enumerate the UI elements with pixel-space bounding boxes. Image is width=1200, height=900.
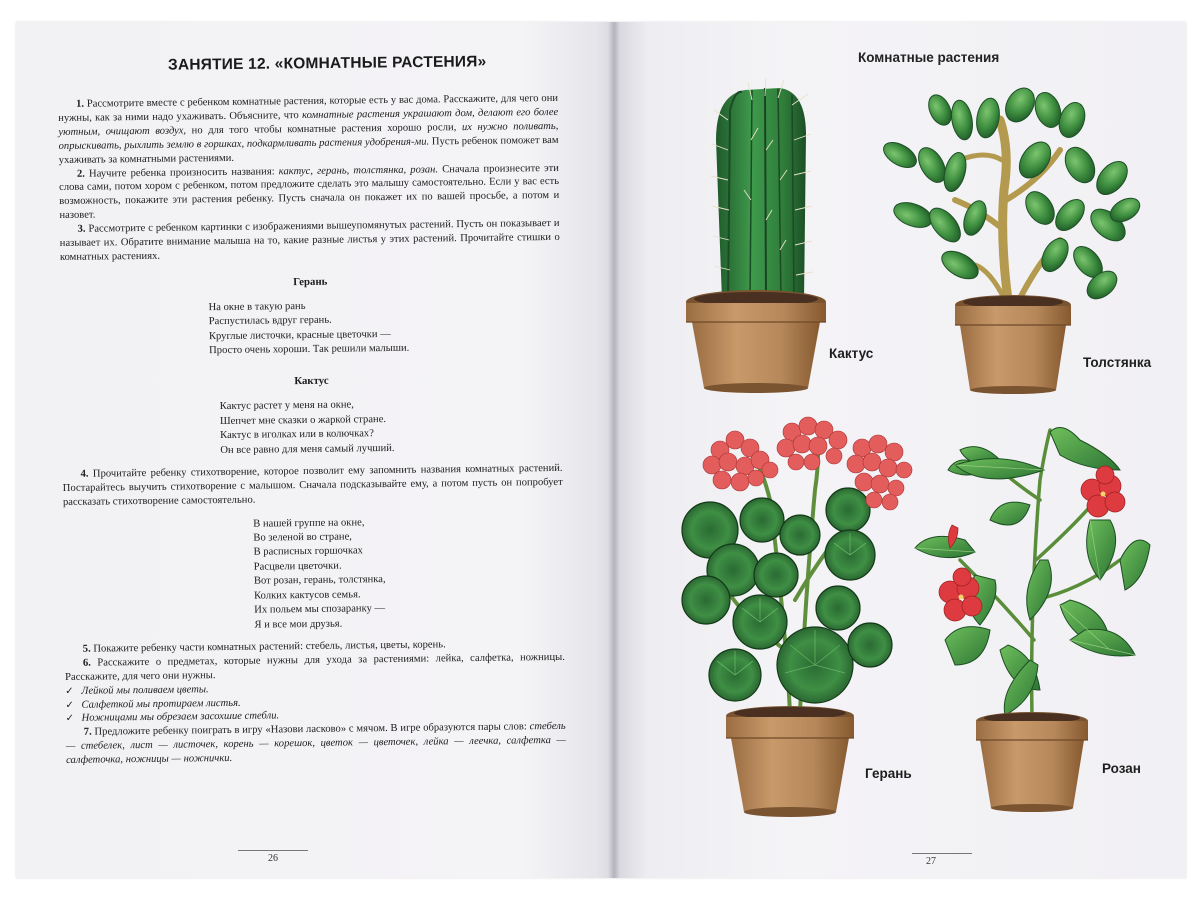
- text: Научите ребенка произносить названия:: [84, 165, 279, 180]
- label-hibiscus: Розан: [1102, 761, 1141, 776]
- poem-line: Кактус в иголках или в колючках?: [220, 428, 374, 442]
- check-icon: ✓: [65, 685, 74, 697]
- text: Сначала произнесите эти слова сами, потом хором с ребенком, потом предложите сделать это малышу самостоятельно. Если у вас есть возможность, покажите эти растения ребенку. Пусть сначала он покажет их по вашей просьбе, а потом и назовет.: [59, 162, 560, 222]
- poem-line: Просто очень хороши. Так решили малыши.: [209, 342, 410, 357]
- geranium-illustration: [682, 417, 912, 817]
- poem-line: Круглые листочки, красные цветочки —: [208, 328, 391, 342]
- page-number-text: 27: [926, 856, 936, 867]
- text: Пусть ребенок поможет вам ухаживать за комнатными растениями.: [58, 134, 559, 166]
- text: но для того чтобы комнатные растения хорошо росли,: [185, 121, 462, 137]
- poem-line: Во зеленой во стране,: [253, 531, 352, 544]
- label-jade-plant: Толстянка: [1083, 355, 1152, 370]
- label-cactus: Кактус: [829, 346, 874, 361]
- italic-text: стебель — стебелек, лист — листочек, корень — корешок, цветок — цветочек, лейка — леечка, салфетка — салфеточка, ножницы — ножнички.: [65, 721, 566, 767]
- poem-line: В нашей группе на окне,: [253, 516, 365, 530]
- poem-line: На окне в такую рань: [208, 300, 306, 313]
- poem-title-cactus: Кактус: [294, 375, 329, 388]
- jade-pot: [955, 295, 1071, 394]
- lesson-title: ЗАНЯТИЕ 12. «КОМНАТНЫЕ РАСТЕНИЯ»: [167, 53, 487, 74]
- cactus-pot: [686, 290, 826, 393]
- label-geranium: Герань: [865, 766, 912, 781]
- text: Расскажите о предметах, которые нужны для ухода за растениями: лейка, салфетка, ножницы. Расскажите, для чего они нужны.: [65, 651, 565, 683]
- hibiscus-illustration: [915, 428, 1150, 813]
- hibiscus-pot: [976, 712, 1088, 812]
- poem-line: Шепчет мне сказки о жаркой стране.: [219, 413, 387, 427]
- page-number-right: [912, 853, 972, 867]
- text: Прочитайте ребенку стихотворение, которое позволит ему запомнить названия комнатных растений. Постарайтесь выучить стихотворение с малышом. Сначала подсказывайте ему, а потом пусть он попробует рассказать стихотворение самостоятельно.: [62, 462, 563, 508]
- poem-line: Распустилась вдруг герань.: [208, 314, 332, 328]
- paragraph-number: 5.: [82, 643, 91, 655]
- poem-title-geranium: Герань: [293, 275, 328, 289]
- text: Лейкой мы поливаем цветы.: [81, 683, 209, 697]
- poem-line: Вот розан, герань, толстянка,: [253, 574, 386, 587]
- geranium-leaves: [682, 488, 892, 703]
- poem-line: Он все равно для меня самый лучший.: [220, 442, 395, 456]
- poem-line: Расцвели цветочки.: [253, 560, 342, 573]
- geranium-flowers: [703, 417, 912, 510]
- check-icon: ✓: [65, 699, 74, 711]
- paragraph-number: 2.: [76, 168, 85, 180]
- poem-line: Кактус растет у меня на окне,: [219, 399, 354, 413]
- jade-plant-illustration: [879, 83, 1143, 394]
- paragraph-number: 6.: [82, 657, 91, 669]
- paragraph-number: 7.: [83, 726, 92, 739]
- cactus-illustration: [686, 78, 826, 393]
- poem-line: Я и все мои друзья.: [254, 618, 343, 631]
- cactus-body: [711, 78, 813, 300]
- italic-text: комнатные растения украшают дом, делают его более уютным, очищают воздух,: [58, 106, 559, 138]
- check-icon: ✓: [65, 713, 75, 725]
- geranium-pot: [726, 706, 854, 817]
- plants-page-title: Комнатные растения: [858, 50, 1000, 65]
- paragraph-number: 4.: [80, 468, 89, 480]
- text: Рассмотрите вместе с ребенком комнатные растения, которые есть у вас дома. Расскажите, для чего они нужны, как за ними надо ухаживать. Объясните, что: [58, 92, 559, 124]
- text: Салфеткой мы протираем листья.: [81, 697, 241, 711]
- paragraph-number: 1.: [76, 98, 85, 110]
- text: Ножницами мы обрезаем засохшие стебли.: [81, 710, 280, 725]
- italic-text: их нужно поливать, опрыскивать, рыхлить землю в горшках, подкармливать растения удобрения-ми.: [58, 120, 559, 152]
- poem-line: В расписных горшочках: [253, 545, 363, 559]
- paragraph-number: 3.: [77, 223, 86, 235]
- text: Покажите ребенку части комнатных растений: стебель, листья, цветы, корень.: [90, 639, 446, 655]
- text: Предложите ребенку поиграть в игру «Назови ласково» с мячом. В игре образуются пары слов:: [91, 721, 530, 738]
- page-number-text: 26: [268, 853, 278, 864]
- italic-text: кактус, герань, толстянка, розан.: [278, 163, 439, 177]
- poem-line: Их польем мы спозаранку —: [254, 603, 386, 616]
- text: Рассмотрите с ребенком картинки с изображениями вышеупомянутых растений. Пусть он показывает и называет их. Обратите внимание малыша на то, какие разные листья у этих растений. Прочитайте стишки о комнатных растениях.: [59, 218, 560, 263]
- poem-line: Колких кактусов семья.: [254, 589, 361, 602]
